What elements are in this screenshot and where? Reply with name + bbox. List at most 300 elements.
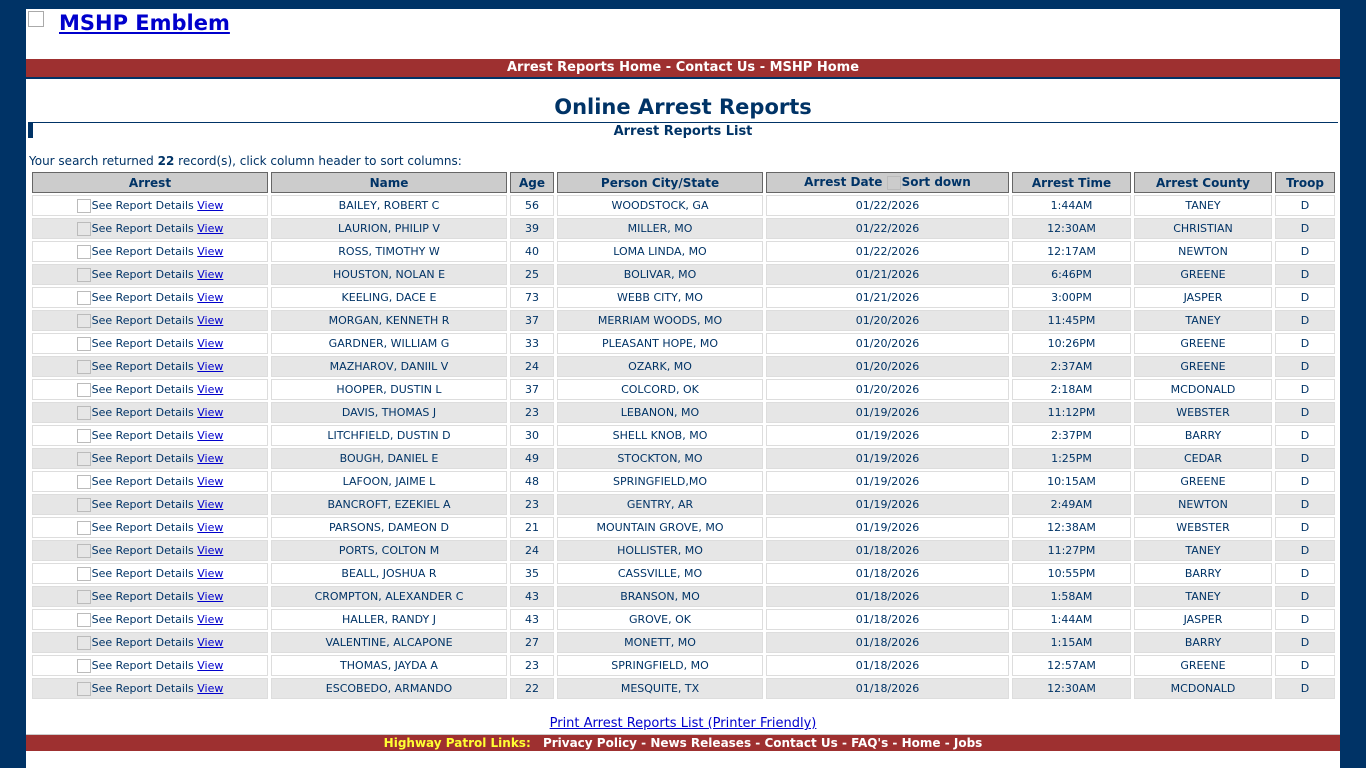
table-row — [32, 264, 1335, 285]
arrest-table — [29, 170, 1338, 701]
cell-arrest-time: 1:44AM — [1012, 609, 1131, 630]
cell-county: GREENE — [1134, 333, 1272, 354]
report-details-image-icon — [77, 475, 91, 489]
view-link[interactable]: View — [197, 520, 224, 534]
cell-arrest-time: 11:27PM — [1012, 540, 1131, 561]
cell-county: BARRY — [1134, 425, 1272, 446]
report-details-image-icon — [77, 682, 91, 696]
cell-age: 37 — [510, 379, 554, 400]
cell-name: PORTS, COLTON M — [271, 540, 507, 561]
table-row — [32, 241, 1335, 262]
cell-arrest — [32, 586, 268, 607]
report-details-alt: See Report Details — [91, 451, 194, 465]
view-link[interactable]: View — [197, 635, 224, 649]
table-row — [32, 195, 1335, 216]
cell-name: HALLER, RANDY J — [271, 609, 507, 630]
footer-links: Highway Patrol Links: Privacy Policy - News Releases - Contact Us - FAQ's - Home - Jobs — [26, 734, 1340, 751]
nav-mshp-home[interactable]: MSHP Home — [769, 60, 860, 75]
report-details-alt: See Report Details — [91, 198, 194, 212]
col-arrest[interactable]: Arrest — [32, 172, 268, 193]
cell-city-state: PLEASANT HOPE, MO — [557, 333, 763, 354]
nav-arrest-reports-home[interactable]: Arrest Reports Home — [506, 60, 662, 75]
cell-troop: D — [1275, 241, 1335, 262]
table-row — [32, 494, 1335, 515]
view-link[interactable]: View — [197, 474, 224, 488]
view-link[interactable]: View — [197, 543, 224, 557]
cell-city-state: COLCORD, OK — [557, 379, 763, 400]
cell-arrest-date: 01/18/2026 — [766, 586, 1009, 607]
report-details-alt: See Report Details — [91, 566, 194, 580]
table-row — [32, 586, 1335, 607]
cell-county: GREENE — [1134, 356, 1272, 377]
cell-age: 23 — [510, 655, 554, 676]
cell-name: CROMPTON, ALEXANDER C — [271, 586, 507, 607]
cell-arrest-time: 12:38AM — [1012, 517, 1131, 538]
report-details-alt: See Report Details — [91, 635, 194, 649]
cell-troop: D — [1275, 218, 1335, 239]
sort-down-alt: Sort down — [901, 175, 971, 190]
col-arrest-time[interactable]: Arrest Time — [1012, 172, 1131, 193]
footer-home[interactable]: Home — [901, 736, 941, 750]
cell-age: 23 — [510, 494, 554, 515]
view-link[interactable]: View — [197, 428, 224, 442]
cell-arrest-date: 01/18/2026 — [766, 678, 1009, 699]
cell-arrest — [32, 287, 268, 308]
cell-arrest — [32, 241, 268, 262]
cell-name: BANCROFT, EZEKIEL A — [271, 494, 507, 515]
cell-county: TANEY — [1134, 310, 1272, 331]
cell-arrest-time: 6:46PM — [1012, 264, 1131, 285]
cell-city-state: SHELL KNOB, MO — [557, 425, 763, 446]
cell-troop: D — [1275, 586, 1335, 607]
cell-city-state: GROVE, OK — [557, 609, 763, 630]
cell-name: PARSONS, DAMEON D — [271, 517, 507, 538]
cell-arrest — [32, 264, 268, 285]
view-link[interactable]: View — [197, 382, 224, 396]
report-details-image-icon — [77, 245, 91, 259]
cell-county: GREENE — [1134, 655, 1272, 676]
cell-county: TANEY — [1134, 195, 1272, 216]
cell-city-state: MONETT, MO — [557, 632, 763, 653]
col-city-state[interactable]: Person City/State — [557, 172, 763, 193]
col-troop[interactable]: Troop — [1275, 172, 1335, 193]
report-details-alt: See Report Details — [91, 658, 194, 672]
cell-arrest — [32, 310, 268, 331]
table-row — [32, 333, 1335, 354]
cell-age: 40 — [510, 241, 554, 262]
cell-county: WEBSTER — [1134, 517, 1272, 538]
view-link[interactable]: View — [197, 658, 224, 672]
cell-arrest-date: 01/19/2026 — [766, 494, 1009, 515]
table-row — [32, 379, 1335, 400]
cell-age: 49 — [510, 448, 554, 469]
cell-name: BOUGH, DANIEL E — [271, 448, 507, 469]
cell-arrest — [32, 425, 268, 446]
report-details-alt: See Report Details — [91, 221, 194, 235]
table-row — [32, 310, 1335, 331]
cell-city-state: MESQUITE, TX — [557, 678, 763, 699]
cell-arrest — [32, 632, 268, 653]
cell-age: 25 — [510, 264, 554, 285]
cell-age: 24 — [510, 540, 554, 561]
cell-city-state: STOCKTON, MO — [557, 448, 763, 469]
footer-label: Highway Patrol Links: — [383, 736, 531, 750]
col-name[interactable]: Name — [271, 172, 507, 193]
page-subtitle: Arrest Reports List — [613, 124, 753, 139]
footer-jobs[interactable]: Jobs — [953, 736, 983, 750]
cell-county: CHRISTIAN — [1134, 218, 1272, 239]
cell-county: TANEY — [1134, 586, 1272, 607]
cell-city-state: SPRINGFIELD, MO — [557, 655, 763, 676]
cell-city-state: SPRINGFIELD,MO — [557, 471, 763, 492]
report-details-image-icon — [77, 406, 91, 420]
cell-county: BARRY — [1134, 632, 1272, 653]
cell-age: 23 — [510, 402, 554, 423]
cell-arrest — [32, 195, 268, 216]
cell-troop: D — [1275, 563, 1335, 584]
col-arrest-date-label: Arrest Date — [804, 175, 883, 190]
cell-county: NEWTON — [1134, 241, 1272, 262]
page-title: Online Arrest Reports — [554, 95, 812, 119]
cell-city-state: LOMA LINDA, MO — [557, 241, 763, 262]
cell-arrest-time: 11:45PM — [1012, 310, 1131, 331]
cell-arrest-date: 01/21/2026 — [766, 264, 1009, 285]
cell-arrest-time: 12:17AM — [1012, 241, 1131, 262]
cell-city-state: OZARK, MO — [557, 356, 763, 377]
cell-arrest-date: 01/20/2026 — [766, 333, 1009, 354]
cell-age: 73 — [510, 287, 554, 308]
cell-county: JASPER — [1134, 609, 1272, 630]
report-details-alt: See Report Details — [91, 681, 194, 695]
view-link[interactable]: View — [197, 497, 224, 511]
cell-troop: D — [1275, 494, 1335, 515]
cell-arrest-date: 01/18/2026 — [766, 563, 1009, 584]
report-details-image-icon — [77, 498, 91, 512]
cell-troop: D — [1275, 609, 1335, 630]
cell-arrest — [32, 517, 268, 538]
table-row — [32, 540, 1335, 561]
cell-arrest — [32, 655, 268, 676]
report-details-alt: See Report Details — [91, 267, 194, 281]
table-row — [32, 655, 1335, 676]
report-details-alt: See Report Details — [91, 612, 194, 626]
table-row — [32, 448, 1335, 469]
cell-county: NEWTON — [1134, 494, 1272, 515]
cell-arrest — [32, 494, 268, 515]
page — [26, 9, 1340, 768]
cell-arrest-date: 01/22/2026 — [766, 241, 1009, 262]
sort-down-icon[interactable] — [887, 176, 901, 190]
report-details-image-icon — [77, 590, 91, 604]
report-details-image-icon — [77, 291, 91, 305]
report-details-alt: See Report Details — [91, 474, 194, 488]
divider — [28, 122, 1338, 123]
cell-arrest-date: 01/20/2026 — [766, 379, 1009, 400]
report-details-image-icon — [77, 452, 91, 466]
view-link[interactable]: View — [197, 336, 224, 350]
cell-troop: D — [1275, 195, 1335, 216]
cell-age: 27 — [510, 632, 554, 653]
view-link[interactable]: View — [197, 566, 224, 580]
cell-name: GARDNER, WILLIAM G — [271, 333, 507, 354]
table-row — [32, 402, 1335, 423]
cell-arrest-time: 12:30AM — [1012, 218, 1131, 239]
view-link[interactable]: View — [197, 589, 224, 603]
report-details-alt: See Report Details — [91, 405, 194, 419]
cell-county: MCDONALD — [1134, 678, 1272, 699]
report-details-image-icon — [77, 521, 91, 535]
cell-arrest-time: 2:37AM — [1012, 356, 1131, 377]
cell-troop: D — [1275, 678, 1335, 699]
cell-arrest-date: 01/18/2026 — [766, 609, 1009, 630]
report-details-image-icon — [77, 199, 91, 213]
print-list-link[interactable]: Print Arrest Reports List (Printer Friendly) — [549, 716, 817, 731]
report-details-image-icon — [77, 383, 91, 397]
cell-troop: D — [1275, 379, 1335, 400]
view-link[interactable]: View — [197, 405, 224, 419]
summary-suffix: record(s), click column header to sort columns: — [178, 154, 462, 168]
cell-arrest-time: 10:26PM — [1012, 333, 1131, 354]
broken-image-icon — [28, 11, 44, 27]
cell-troop: D — [1275, 402, 1335, 423]
cell-arrest — [32, 448, 268, 469]
cell-name: MAZHAROV, DANIIL V — [271, 356, 507, 377]
cell-age: 56 — [510, 195, 554, 216]
cell-troop: D — [1275, 356, 1335, 377]
record-count: 22 — [157, 154, 175, 168]
cell-name: ESCOBEDO, ARMANDO — [271, 678, 507, 699]
cell-troop: D — [1275, 425, 1335, 446]
cell-city-state: MOUNTAIN GROVE, MO — [557, 517, 763, 538]
table-row — [32, 678, 1335, 699]
view-link[interactable]: View — [197, 221, 224, 235]
cell-county: BARRY — [1134, 563, 1272, 584]
view-link[interactable]: View — [197, 359, 224, 373]
cell-arrest-time: 2:37PM — [1012, 425, 1131, 446]
report-details-image-icon — [77, 429, 91, 443]
cell-arrest-time: 10:15AM — [1012, 471, 1131, 492]
cell-city-state: BRANSON, MO — [557, 586, 763, 607]
cell-age: 24 — [510, 356, 554, 377]
nav-contact-us[interactable]: Contact Us — [675, 60, 756, 75]
cell-arrest-date: 01/18/2026 — [766, 540, 1009, 561]
cell-age: 48 — [510, 471, 554, 492]
cell-name: HOOPER, DUSTIN L — [271, 379, 507, 400]
cell-age: 30 — [510, 425, 554, 446]
cell-age: 37 — [510, 310, 554, 331]
table-row — [32, 471, 1335, 492]
col-arrest-date[interactable] — [766, 172, 1009, 193]
report-details-alt: See Report Details — [91, 428, 194, 442]
cell-arrest-date: 01/18/2026 — [766, 655, 1009, 676]
cell-arrest-time: 3:00PM — [1012, 287, 1131, 308]
table-row — [32, 563, 1335, 584]
cell-arrest-time: 1:25PM — [1012, 448, 1131, 469]
cell-city-state: LEBANON, MO — [557, 402, 763, 423]
cell-arrest — [32, 356, 268, 377]
cell-name: KEELING, DACE E — [271, 287, 507, 308]
cell-city-state: HOLLISTER, MO — [557, 540, 763, 561]
cell-arrest-date: 01/20/2026 — [766, 356, 1009, 377]
cell-arrest-time: 2:49AM — [1012, 494, 1131, 515]
cell-troop: D — [1275, 517, 1335, 538]
view-link[interactable]: View — [197, 290, 224, 304]
mshp-emblem-link[interactable]: MSHP Emblem — [59, 11, 230, 35]
table-row — [32, 425, 1335, 446]
report-details-alt: See Report Details — [91, 589, 194, 603]
cell-arrest-time: 11:12PM — [1012, 402, 1131, 423]
view-link[interactable]: View — [197, 198, 224, 212]
print-area — [26, 716, 1340, 731]
view-link[interactable]: View — [197, 612, 224, 626]
report-details-image-icon — [77, 567, 91, 581]
report-details-alt: See Report Details — [91, 336, 194, 350]
cell-county: GREENE — [1134, 471, 1272, 492]
table-row — [32, 632, 1335, 653]
table-row — [32, 218, 1335, 239]
report-details-alt: See Report Details — [91, 382, 194, 396]
cell-county: CEDAR — [1134, 448, 1272, 469]
cell-city-state: WEBB CITY, MO — [557, 287, 763, 308]
cell-arrest — [32, 379, 268, 400]
cell-name: HOUSTON, NOLAN E — [271, 264, 507, 285]
cell-city-state: MERRIAM WOODS, MO — [557, 310, 763, 331]
top-nav: Arrest Reports Home - Contact Us - MSHP Home — [26, 59, 1340, 79]
report-details-image-icon — [77, 337, 91, 351]
report-details-image-icon — [77, 314, 91, 328]
cell-age: 21 — [510, 517, 554, 538]
table-row — [32, 609, 1335, 630]
cell-name: LAFOON, JAIME L — [271, 471, 507, 492]
cell-arrest-time: 1:15AM — [1012, 632, 1131, 653]
cell-arrest — [32, 609, 268, 630]
cell-troop: D — [1275, 471, 1335, 492]
report-details-image-icon — [77, 636, 91, 650]
cell-troop: D — [1275, 655, 1335, 676]
cell-county: TANEY — [1134, 540, 1272, 561]
report-details-image-icon — [77, 544, 91, 558]
report-details-alt: See Report Details — [91, 543, 194, 557]
cell-name: BAILEY, ROBERT C — [271, 195, 507, 216]
table-row — [32, 287, 1335, 308]
report-details-image-icon — [77, 659, 91, 673]
view-link[interactable]: View — [197, 681, 224, 695]
cell-arrest-date: 01/22/2026 — [766, 218, 1009, 239]
footer-news-releases[interactable]: News Releases — [650, 736, 752, 750]
cell-arrest-time: 1:58AM — [1012, 586, 1131, 607]
report-details-alt: See Report Details — [91, 497, 194, 511]
cell-troop: D — [1275, 540, 1335, 561]
cell-arrest — [32, 218, 268, 239]
report-details-image-icon — [77, 222, 91, 236]
cell-name: LAURION, PHILIP V — [271, 218, 507, 239]
report-details-alt: See Report Details — [91, 244, 194, 258]
cell-troop: D — [1275, 448, 1335, 469]
cell-name: VALENTINE, ALCAPONE — [271, 632, 507, 653]
cell-city-state: GENTRY, AR — [557, 494, 763, 515]
cell-arrest — [32, 402, 268, 423]
search-summary — [29, 154, 462, 168]
view-link[interactable]: View — [197, 451, 224, 465]
cell-age: 43 — [510, 586, 554, 607]
cell-arrest-date: 01/19/2026 — [766, 471, 1009, 492]
cell-arrest — [32, 563, 268, 584]
footer-faqs[interactable]: FAQ's — [851, 736, 889, 750]
cell-name: ROSS, TIMOTHY W — [271, 241, 507, 262]
view-link[interactable]: View — [197, 244, 224, 258]
cell-name: BEALL, JOSHUA R — [271, 563, 507, 584]
col-arrest-county[interactable]: Arrest County — [1134, 172, 1272, 193]
report-details-image-icon — [77, 360, 91, 374]
cell-age: 39 — [510, 218, 554, 239]
footer-contact-us[interactable]: Contact Us — [764, 736, 838, 750]
cell-arrest-time: 12:30AM — [1012, 678, 1131, 699]
cell-city-state: BOLIVAR, MO — [557, 264, 763, 285]
report-details-image-icon — [77, 268, 91, 282]
cell-arrest-date: 01/21/2026 — [766, 287, 1009, 308]
cell-county: MCDONALD — [1134, 379, 1272, 400]
report-details-alt: See Report Details — [91, 290, 194, 304]
view-link[interactable]: View — [197, 267, 224, 281]
cell-age: 35 — [510, 563, 554, 584]
cell-arrest-date: 01/20/2026 — [766, 310, 1009, 331]
cell-name: MORGAN, KENNETH R — [271, 310, 507, 331]
cell-arrest — [32, 471, 268, 492]
report-details-alt: See Report Details — [91, 520, 194, 534]
cell-name: DAVIS, THOMAS J — [271, 402, 507, 423]
report-details-alt: See Report Details — [91, 313, 194, 327]
cell-troop: D — [1275, 333, 1335, 354]
cell-arrest — [32, 333, 268, 354]
cell-county: GREENE — [1134, 264, 1272, 285]
cell-city-state: MILLER, MO — [557, 218, 763, 239]
cell-arrest-time: 12:57AM — [1012, 655, 1131, 676]
cell-arrest-date: 01/18/2026 — [766, 632, 1009, 653]
summary-prefix: Your search returned — [29, 154, 154, 168]
cell-arrest-date: 01/22/2026 — [766, 195, 1009, 216]
cell-troop: D — [1275, 310, 1335, 331]
cell-city-state: WOODSTOCK, GA — [557, 195, 763, 216]
cell-arrest — [32, 678, 268, 699]
cell-name: THOMAS, JAYDA A — [271, 655, 507, 676]
cell-arrest-date: 01/19/2026 — [766, 448, 1009, 469]
footer-privacy-policy[interactable]: Privacy Policy — [542, 736, 637, 750]
cell-arrest-date: 01/19/2026 — [766, 425, 1009, 446]
cell-name: LITCHFIELD, DUSTIN D — [271, 425, 507, 446]
cell-arrest-time: 2:18AM — [1012, 379, 1131, 400]
logo-area — [26, 9, 1340, 59]
cell-age: 33 — [510, 333, 554, 354]
cell-arrest — [32, 540, 268, 561]
cell-troop: D — [1275, 632, 1335, 653]
cell-troop: D — [1275, 264, 1335, 285]
table-row — [32, 517, 1335, 538]
cell-city-state: CASSVILLE, MO — [557, 563, 763, 584]
view-link[interactable]: View — [197, 313, 224, 327]
cell-age: 22 — [510, 678, 554, 699]
cell-arrest-date: 01/19/2026 — [766, 517, 1009, 538]
cell-age: 43 — [510, 609, 554, 630]
cell-arrest-date: 01/19/2026 — [766, 402, 1009, 423]
cell-arrest-time: 10:55PM — [1012, 563, 1131, 584]
col-age[interactable]: Age — [510, 172, 554, 193]
report-details-alt: See Report Details — [91, 359, 194, 373]
cell-troop: D — [1275, 287, 1335, 308]
cell-arrest-time: 1:44AM — [1012, 195, 1131, 216]
cell-county: WEBSTER — [1134, 402, 1272, 423]
table-row — [32, 356, 1335, 377]
cell-county: JASPER — [1134, 287, 1272, 308]
